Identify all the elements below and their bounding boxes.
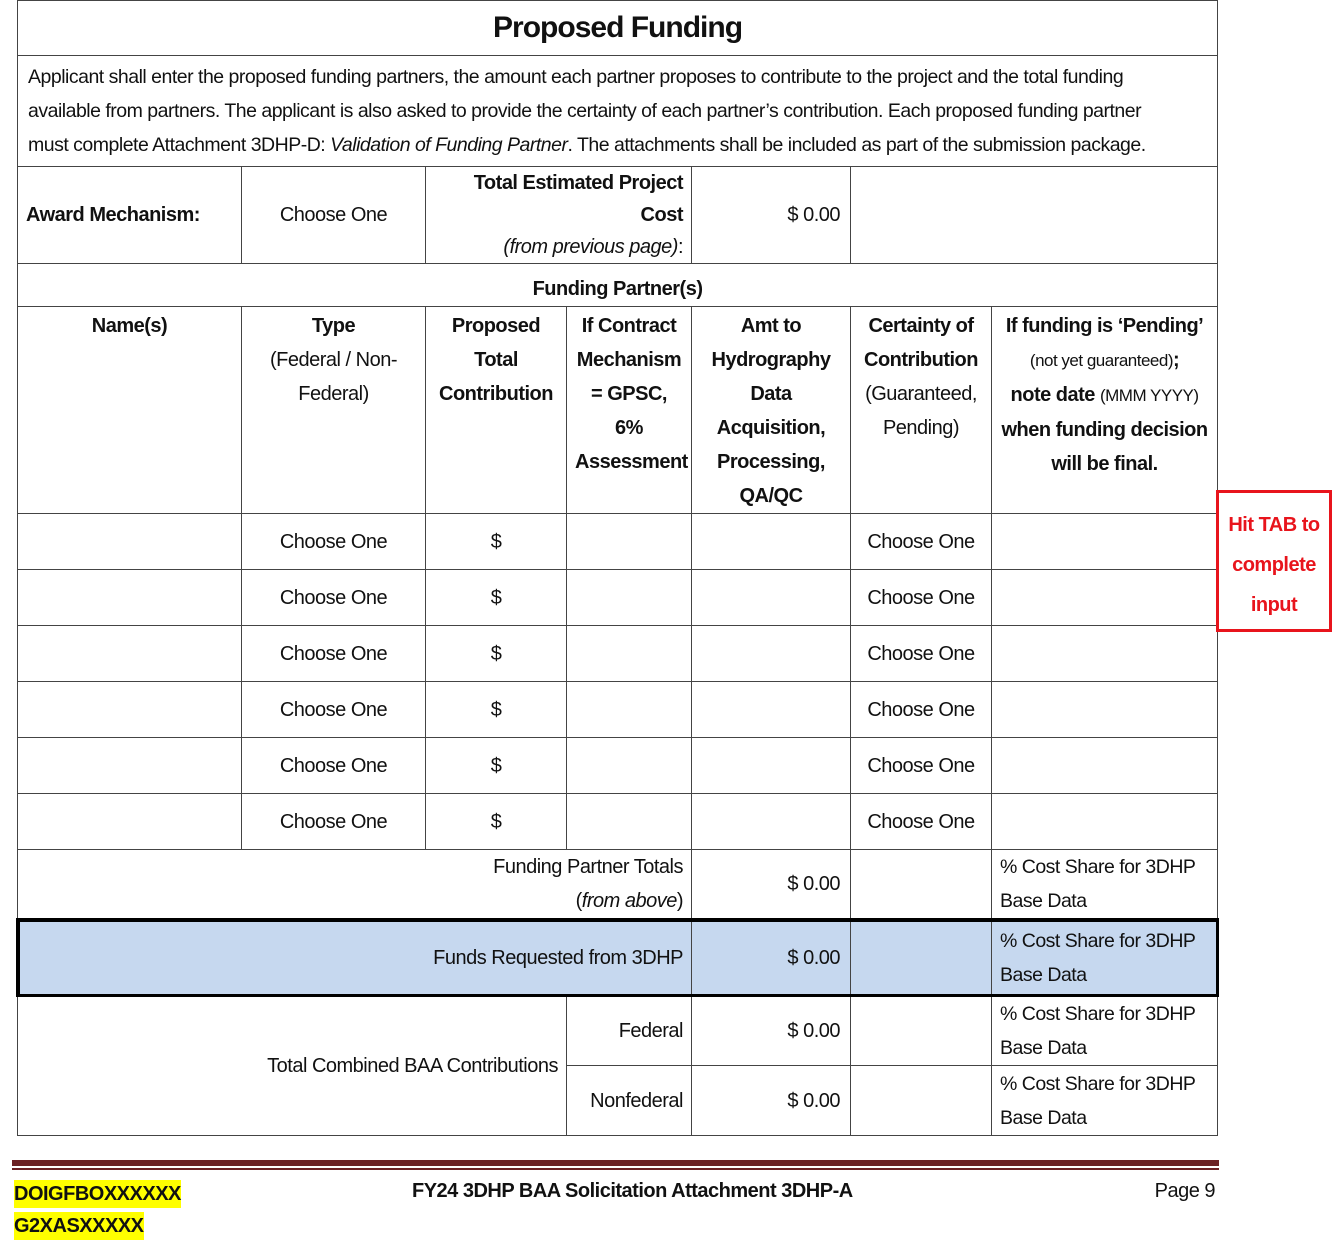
footer-title: FY24 3DHP BAA Solicitation Attachment 3DHP-A: [412, 1180, 853, 1202]
instructions-line-2: available from partners. The applicant is also asked to provide the certainty of each partner’s contribution. Each proposed funding partner: [28, 100, 1142, 122]
partner-type-dropdown[interactable]: Choose One: [242, 514, 426, 570]
partner-hydro-amount-input[interactable]: [692, 570, 851, 626]
partner-gpsc-input[interactable]: [567, 514, 692, 570]
partner-contribution-input[interactable]: $: [426, 514, 567, 570]
partner-name-input[interactable]: [18, 738, 242, 794]
federal-blank: [851, 996, 992, 1066]
partner-gpsc-input[interactable]: [567, 794, 692, 850]
partner-gpsc-input[interactable]: [567, 682, 692, 738]
footer-divider-thin: [12, 1168, 1219, 1170]
partner-certainty-dropdown[interactable]: Choose One: [851, 682, 992, 738]
partner-type-dropdown[interactable]: Choose One: [242, 626, 426, 682]
partner-totals-row: [18, 850, 1218, 920]
instructions: [18, 56, 1218, 167]
funds-requested-blank: [851, 920, 992, 996]
nonfederal-value: $ 0.00: [692, 1066, 851, 1136]
partner-hydro-amount-input[interactable]: [692, 738, 851, 794]
partner-hydro-amount-input[interactable]: [692, 794, 851, 850]
page-number: Page 9: [1154, 1180, 1215, 1202]
partner-name-input[interactable]: [18, 626, 242, 682]
partner-hydro-amount-input[interactable]: [692, 682, 851, 738]
partner-contribution-input[interactable]: $: [426, 794, 567, 850]
partner-row: [18, 794, 1218, 850]
nonfederal-blank: [851, 1066, 992, 1136]
federal-value: $ 0.00: [692, 996, 851, 1066]
partner-cost-share: % Cost Share for 3DHP Base Data: [992, 850, 1218, 920]
partner-row: [18, 514, 1218, 570]
funds-requested-value: $ 0.00: [692, 920, 851, 996]
partner-hydro-amount-input[interactable]: [692, 514, 851, 570]
partner-row: [18, 570, 1218, 626]
federal-cost-share: % Cost Share for 3DHP Base Data: [992, 996, 1218, 1066]
partner-totals-blank: [851, 850, 992, 920]
award-mechanism-label: Award Mechanism:: [18, 167, 242, 264]
partner-pending-date-input[interactable]: [992, 626, 1218, 682]
combined-contributions-label: Total Combined BAA Contributions: [18, 996, 567, 1136]
nonfederal-label: Nonfederal: [567, 1066, 692, 1136]
partner-contribution-input[interactable]: $: [426, 570, 567, 626]
partner-pending-date-input[interactable]: [992, 682, 1218, 738]
funds-requested-row: [18, 920, 1218, 996]
partner-type-dropdown[interactable]: Choose One: [242, 794, 426, 850]
instructions-line-3: must complete Attachment 3DHP-D: Validation of Funding Partner. The attachments shall be included as part of the submission package.: [28, 134, 1146, 156]
footer-id-line-1: DOIGFBOXXXXXX: [14, 1180, 181, 1208]
partner-pending-date-input[interactable]: [992, 738, 1218, 794]
partner-gpsc-input[interactable]: [567, 626, 692, 682]
partner-contribution-input[interactable]: $: [426, 626, 567, 682]
total-estimated-cost-value: $ 0.00: [692, 167, 851, 264]
partner-row: [18, 682, 1218, 738]
partner-name-input[interactable]: [18, 682, 242, 738]
partner-type-dropdown[interactable]: Choose One: [242, 682, 426, 738]
partner-type-dropdown[interactable]: Choose One: [242, 738, 426, 794]
partner-contribution-input[interactable]: $: [426, 738, 567, 794]
col-header-proposed-contribution: Proposed Total Contribution: [426, 307, 567, 514]
col-header-names: Name(s): [18, 307, 242, 514]
partner-totals-value: $ 0.00: [692, 850, 851, 920]
column-headers: [18, 307, 1218, 514]
partner-certainty-dropdown[interactable]: Choose One: [851, 570, 992, 626]
partner-name-input[interactable]: [18, 570, 242, 626]
partner-type-dropdown[interactable]: Choose One: [242, 570, 426, 626]
page-title: Proposed Funding: [18, 1, 1218, 56]
footer-id-line-2: G2XASXXXXX: [14, 1212, 144, 1240]
partner-certainty-dropdown[interactable]: Choose One: [851, 514, 992, 570]
federal-label: Federal: [567, 996, 692, 1066]
funding-partners-heading: Funding Partner(s): [18, 264, 1218, 307]
col-header-hydrography-amount: Amt to Hydrography Data Acquisition, Processing, QA/QC: [692, 307, 851, 514]
col-header-certainty: Certainty of Contribution (Guaranteed, Pending): [851, 307, 992, 514]
partner-pending-date-input[interactable]: [992, 570, 1218, 626]
award-mechanism-dropdown[interactable]: Choose One: [242, 167, 426, 264]
partner-row: [18, 626, 1218, 682]
partner-pending-date-input[interactable]: [992, 514, 1218, 570]
partner-name-input[interactable]: [18, 514, 242, 570]
col-header-gpsc-assessment: If Contract Mechanism = GPSC, 6% Assessment: [567, 307, 692, 514]
funds-requested-label: Funds Requested from 3DHP: [18, 920, 692, 996]
funds-requested-cost-share: % Cost Share for 3DHP Base Data: [992, 920, 1218, 996]
partner-row: [18, 738, 1218, 794]
partner-certainty-dropdown[interactable]: Choose One: [851, 794, 992, 850]
partner-name-input[interactable]: [18, 794, 242, 850]
footer-divider: [12, 1160, 1219, 1166]
federal-contribution-row: [18, 996, 1218, 1066]
partner-certainty-dropdown[interactable]: Choose One: [851, 626, 992, 682]
partner-gpsc-input[interactable]: [567, 738, 692, 794]
proposed-funding-form: [16, 0, 1216, 1136]
col-header-type: Type (Federal / Non-Federal): [242, 307, 426, 514]
col-header-pending-date: If funding is ‘Pending’ (not yet guaranteed); note date (MMM YYYY) when funding decision will be final.: [992, 307, 1218, 514]
instructions-line-1: Applicant shall enter the proposed funding partners, the amount each partner proposes to contribute to the project and the total funding: [28, 66, 1124, 88]
award-blank-cell: [851, 167, 1218, 264]
partner-contribution-input[interactable]: $: [426, 682, 567, 738]
partner-certainty-dropdown[interactable]: Choose One: [851, 738, 992, 794]
total-estimated-cost-label: Total Estimated Project Cost (from previous page):: [426, 167, 692, 264]
partner-gpsc-input[interactable]: [567, 570, 692, 626]
partner-pending-date-input[interactable]: [992, 794, 1218, 850]
nonfederal-cost-share: % Cost Share for 3DHP Base Data: [992, 1066, 1218, 1136]
tab-hint-callout: Hit TAB to complete input: [1216, 490, 1332, 632]
partner-hydro-amount-input[interactable]: [692, 626, 851, 682]
partner-totals-label: Funding Partner Totals (from above): [18, 850, 692, 920]
